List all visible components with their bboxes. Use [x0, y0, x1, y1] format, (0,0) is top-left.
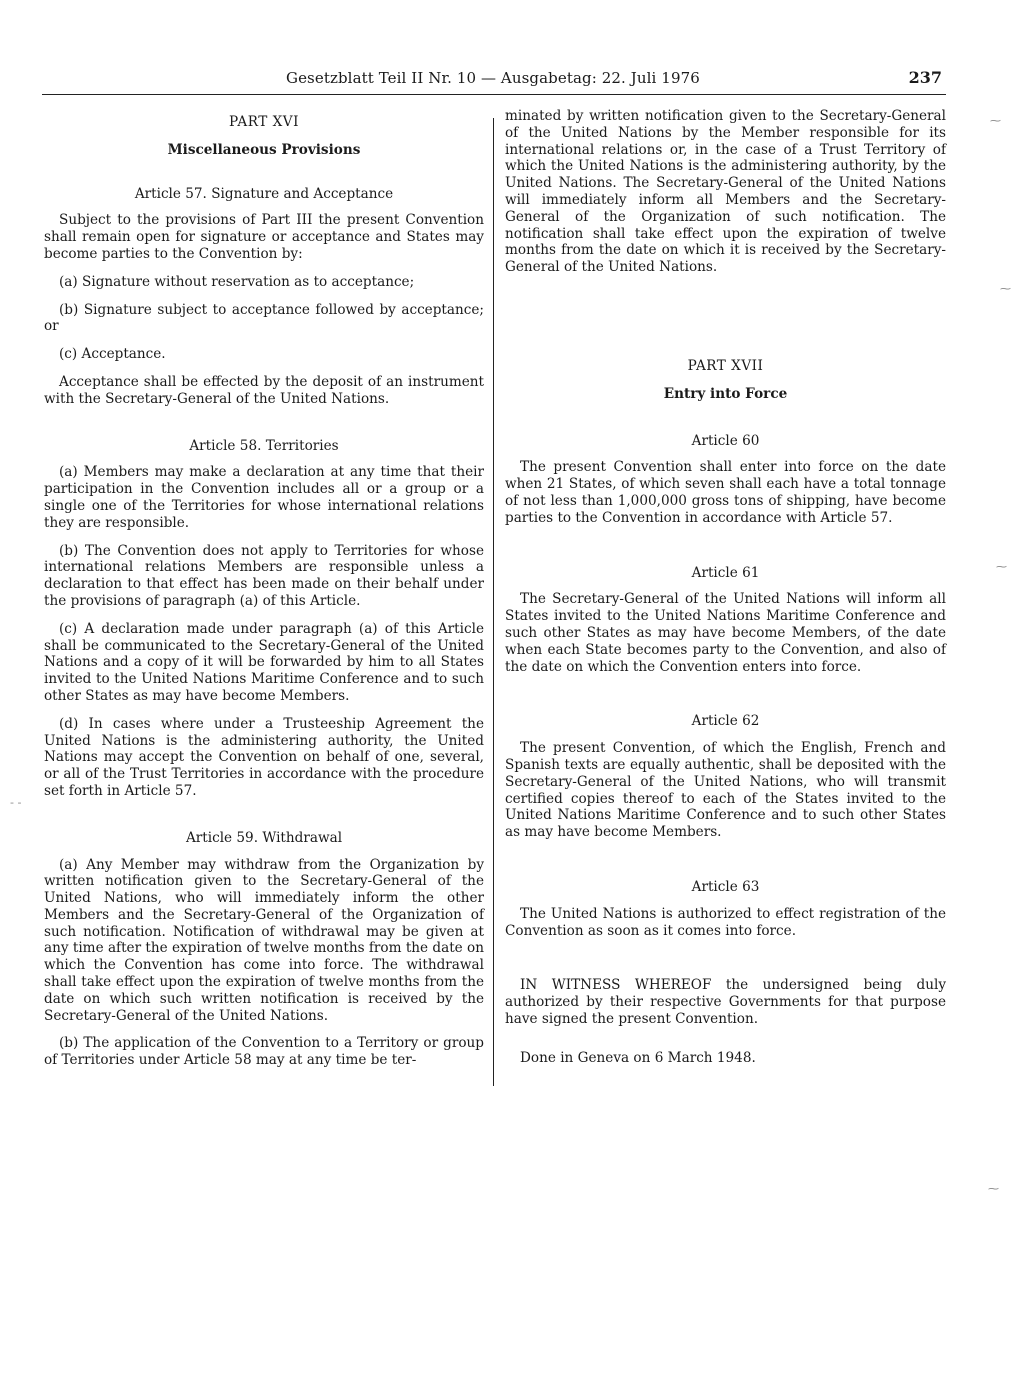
article-62-title: Article 62 [691, 713, 760, 730]
article-58-title: Article 58. Territories [189, 437, 339, 454]
scan-mark: ⁓ [990, 114, 1001, 127]
part-xvii-subtitle: Entry into Force [663, 385, 788, 402]
article-58-item-b: (b) The Convention does not apply to Territories for whose international relations Members are responsible unless a declaration to that effect has been made on their behalf under the provisions of paragraph (a) of this Article. [44, 542, 484, 609]
header-title: Gesetzblatt Teil II Nr. 10 — Ausgabetag: 22. Juli 1976 [286, 69, 700, 87]
page-header [42, 68, 946, 95]
article-58-item-d: (d) In cases where under a Trusteeship Agreement the United Nations is the administering authority, the United Nations may accept the Convention on behalf of one, several, or all of the Trust Territories in accordance with the procedure set forth in Article 57. [44, 715, 484, 799]
right-column [505, 108, 946, 1077]
article-60-title: Article 60 [691, 432, 760, 449]
article-59-title: Article 59. Withdrawal [185, 829, 343, 846]
article-63-title: Article 63 [691, 878, 760, 895]
done-in-geneva: Done in Geneva on 6 March 1948. [520, 1049, 756, 1066]
part-xvi-title: PART XVI [229, 114, 299, 130]
page-number: 237 [908, 68, 942, 87]
article-57-item-a: (a) Signature without reservation as to acceptance; [59, 273, 415, 290]
article-61-text: The Secretary-General of the United Nations will inform all States invited to the United Nations Maritime Conference and such other States as may have become Members, of the date when each State becomes party to the Convention, and also of the date on which the Convention enters into force. [505, 591, 946, 675]
article-59-item-b: (b) The application of the Convention to a Territory or group of Territories under Article 58 may at any time be ter- [44, 1035, 484, 1069]
article-57-intro: Subject to the provisions of Part III the present Convention shall remain open for signature or acceptance and States may become parties to the Convention by: [44, 212, 484, 262]
article-57-closing: Acceptance shall be effected by the deposit of an instrument with the Secretary-General of the United Nations. [44, 373, 484, 407]
scan-mark: - - [10, 796, 22, 809]
article-60-text: The present Convention shall enter into force on the date when 21 States, of which seven shall each have a total tonnage of not less than 1,000,000 gross tons of shipping, have become parties to the Convention in accordance with Article 57. [505, 459, 946, 526]
scan-mark: ⁓ [988, 1182, 999, 1195]
article-62-text: The present Convention, of which the English, French and Spanish texts are equally authentic, shall be deposited with the Secretary-General of the United Nations, who will transmit certified copies thereof to each of the States invited to the United Nations Maritime Conference and to such other States as may have become Members. [505, 740, 946, 841]
scan-mark: ⁓ [996, 560, 1007, 573]
column-divider [493, 118, 494, 1086]
scan-mark: ⁓ [1000, 282, 1011, 295]
witness-clause: IN WITNESS WHEREOF the undersigned being duly authorized by their respective Governments for that purpose have signed the present Convention. [505, 977, 946, 1027]
article-57-item-c: (c) Acceptance. [59, 346, 166, 363]
left-column [44, 108, 484, 1080]
article-61-title: Article 61 [691, 564, 760, 581]
article-59-continuation: minated by written notification given to the Secretary-General of the United Nations by the Member responsible for its international relations or, in the case of a Trust Territory of which the United Nations is the administering authority, by the United Nations. The Secretary-General of the United Nations will immediately inform all Members and the Secretary-General of the Organization of such notification. The notification shall take effect upon the expiration of twelve months from the date on which it is received by the Secretary-General of the United Nations. [505, 108, 946, 276]
article-58-item-a: (a) Members may make a declaration at any time that their participation in the Convention includes all or a group or a single one of the Territories for whose international relations they are responsible. [44, 464, 484, 531]
article-58-item-c: (c) A declaration made under paragraph (a) of this Article shall be communicated to the Secretary-General of the United Nations and a copy of it will be forwarded by him to all States invited to the United Nations Maritime Conference and to such other States as may have become Members. [44, 620, 484, 704]
article-57-title: Article 57. Signature and Acceptance [134, 185, 394, 202]
article-57-item-b: (b) Signature subject to acceptance followed by acceptance; or [44, 301, 484, 335]
part-xvi-subtitle: Miscellaneous Provisions [167, 141, 361, 158]
part-xvii-title: PART XVII [687, 357, 764, 374]
article-63-text: The United Nations is authorized to effect registration of the Convention as soon as it comes into force. [505, 905, 946, 939]
article-59-item-a: (a) Any Member may withdraw from the Organization by written notification given to the Secretary-General of the United Nations, who will immediately inform the other Members and the Secretary-General of the Organization of such notification. Notification of withdrawal may be given at any time after the expiration of twelve months from the date on which the Convention has come into force. The withdrawal shall take effect upon the expiration of twelve months from the date on which such written notification is received by the Secretary-General of the United Nations. [44, 856, 484, 1024]
